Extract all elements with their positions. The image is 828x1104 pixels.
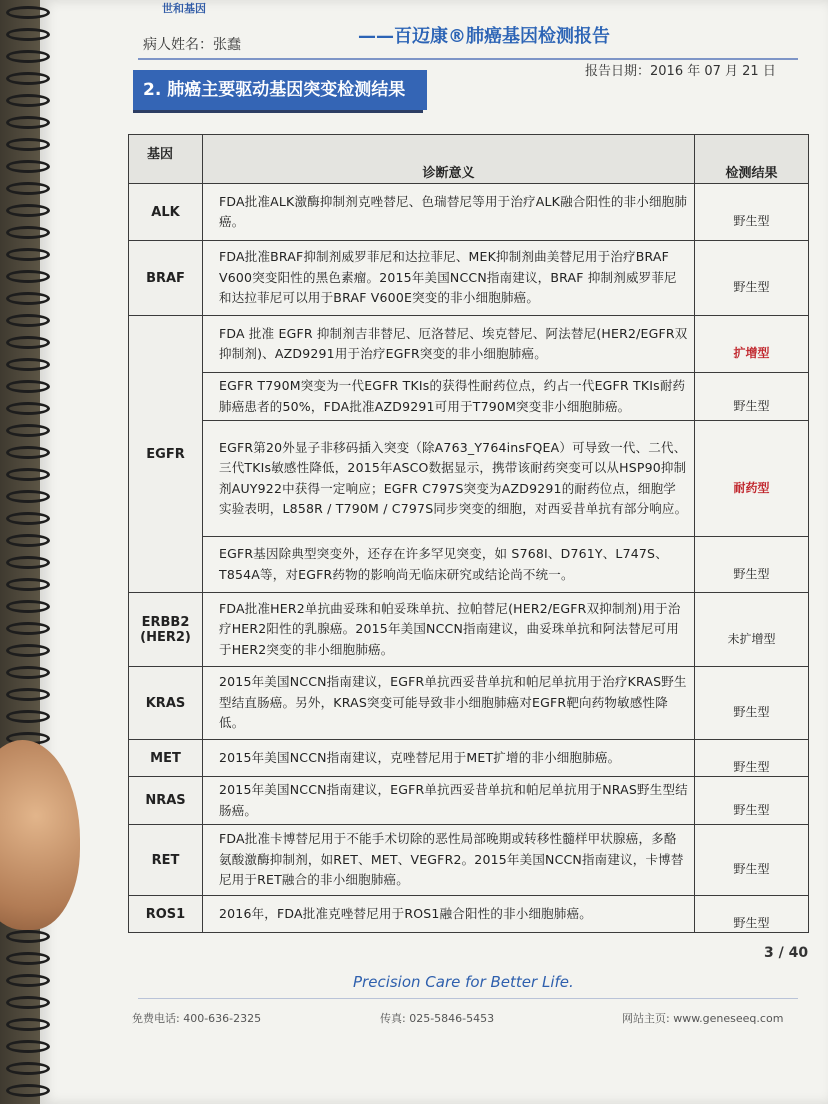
report-date: 报告日期：2016 年 07 月 21 日: [585, 64, 776, 79]
table-row: [129, 316, 809, 373]
binding-coil: [6, 644, 50, 657]
significance-cell: EGFR第20外显子非移码插入突变（除A763_Y764insFQEA）可导致一代、二代、三代TKIs敏感性降低，2015年ASCO数据显示，携带该耐药突变可以从HSP90抑制剂AUY922中获得一定响应；EGFR C797S突变为AZD9291的耐药位点，细胞学实验表明，L858R / T790M / C797S同步突变的细胞，对西妥昔单抗有部分响应。: [203, 421, 695, 537]
binding-coil: [6, 600, 50, 613]
gene-cell: KRAS: [129, 667, 203, 740]
significance-cell: EGFR基因除典型突变外，还存在许多罕见突变，如 S768I、D761Y、L747S、T854A等，对EGFR药物的影响尚无临床研究或结论尚不统一。: [203, 537, 695, 593]
header-significance: 诊断意义: [203, 135, 695, 184]
binding-coil: [6, 446, 50, 459]
significance-cell: FDA 批准 EGFR 抑制剂吉非替尼、厄洛替尼、埃克替尼、阿法替尼(HER2/EGFR双抑制剂)、AZD9291用于治疗EGFR突变的非小细胞肺癌。: [203, 316, 695, 373]
gene-cell: BRAF: [129, 241, 203, 316]
binding-coil: [6, 138, 50, 151]
header-result: 检测结果: [695, 135, 809, 184]
binding-coil: [6, 380, 50, 393]
result-cell: 野生型: [695, 896, 809, 933]
binding-coil: [6, 116, 50, 129]
gene-cell: RET: [129, 825, 203, 896]
binding-coil: [6, 358, 50, 371]
footer-fax: 传真: 025-5846-5453: [380, 1012, 495, 1025]
result-cell: 野生型: [695, 241, 809, 316]
binding-coil: [6, 1084, 50, 1097]
binding-coil: [6, 226, 50, 239]
table-row: [129, 241, 809, 316]
result-cell: 野生型: [695, 740, 809, 777]
binding-coil: [6, 710, 50, 723]
binding-coil: [6, 512, 50, 525]
binding-coil: [6, 622, 50, 635]
significance-cell: 2015年美国NCCN指南建议，克唑替尼用于MET扩增的非小细胞肺癌。: [203, 740, 695, 777]
binding-coil: [6, 952, 50, 965]
result-cell: 野生型: [695, 825, 809, 896]
binding-coil: [6, 204, 50, 217]
header-gene: 基因: [129, 135, 203, 184]
binding-coil: [6, 292, 50, 305]
result-cell: 野生型: [695, 373, 809, 421]
binding-coil: [6, 28, 50, 41]
binding-coil: [6, 1062, 50, 1075]
binding-coil: [6, 424, 50, 437]
binding-coil: [6, 336, 50, 349]
binding-coil: [6, 578, 50, 591]
section-title: 2. 肺癌主要驱动基因突变检测结果: [133, 70, 427, 110]
significance-cell: FDA批准BRAF抑制剂威罗菲尼和达拉菲尼、MEK抑制剂曲美替尼用于治疗BRAF V600突变阳性的黑色素瘤。2015年美国NCCN指南建议，BRAF 抑制剂威罗菲尼和达拉菲尼可以用于BRAF V600E突变的非小细胞肺癌。: [203, 241, 695, 316]
result-cell: 扩增型: [695, 316, 809, 373]
binding-coil: [6, 666, 50, 679]
table-row: [129, 777, 809, 825]
binding-coil: [6, 182, 50, 195]
gene-cell: MET: [129, 740, 203, 777]
footer-divider: [138, 998, 798, 999]
gene-cell: ERBB2 (HER2): [129, 593, 203, 667]
binding-coil: [6, 72, 50, 85]
binding-coil: [6, 270, 50, 283]
significance-cell: 2015年美国NCCN指南建议，EGFR单抗西妥昔单抗和帕尼单抗用于NRAS野生型结肠癌。: [203, 777, 695, 825]
significance-cell: FDA批准卡博替尼用于不能手术切除的恶性局部晚期或转移性髓样甲状腺癌，多酪氨酸激酶抑制剂，如RET、MET、VEGFR2。2015年美国NCCN指南建议，卡博替尼用于RET融合的非小细胞肺癌。: [203, 825, 695, 896]
result-cell: 野生型: [695, 537, 809, 593]
section-underline: [133, 110, 423, 113]
mutation-results-table: [128, 134, 809, 933]
table-row: [129, 184, 809, 241]
gene-cell: ALK: [129, 184, 203, 241]
binding-coil: [6, 94, 50, 107]
binding-coil: [6, 314, 50, 327]
binding-coil: [6, 930, 50, 943]
table-row: [129, 537, 809, 593]
result-cell: 耐药型: [695, 421, 809, 537]
footer-phone: 免费电话: 400-636-2325: [132, 1012, 262, 1025]
slogan: Precision Care for Better Life.: [353, 973, 574, 991]
significance-cell: FDA批准ALK激酶抑制剂克唑替尼、色瑞替尼等用于治疗ALK融合阳性的非小细胞肺癌。: [203, 184, 695, 241]
report-page: [40, 0, 828, 1104]
significance-cell: 2016年，FDA批准克唑替尼用于ROS1融合阳性的非小细胞肺癌。: [203, 896, 695, 933]
table-row: [129, 740, 809, 777]
result-cell: 野生型: [695, 777, 809, 825]
result-cell: 野生型: [695, 667, 809, 740]
significance-cell: EGFR T790M突变为一代EGFR TKIs的获得性耐药位点，约占一代EGFR TKIs耐药肺癌患者的50%，FDA批准AZD9291可用于T790M突变非小细胞肺癌。: [203, 373, 695, 421]
binding-coil: [6, 688, 50, 701]
company-logo: 世和基因: [162, 2, 206, 15]
binding-coil: [6, 402, 50, 415]
significance-cell: FDA批准HER2单抗曲妥珠和帕妥珠单抗、拉帕替尼(HER2/EGFR双抑制剂)用于治疗HER2阳性的乳腺癌。2015年美国NCCN指南建议，曲妥珠单抗和阿法替尼可用于HER2突变的非小细胞肺癌。: [203, 593, 695, 667]
significance-cell: 2015年美国NCCN指南建议，EGFR单抗西妥昔单抗和帕尼单抗用于治疗KRAS野生型结直肠癌。另外，KRAS突变可能导致非小细胞肺癌对EGFR靶向药物敏感性降低。: [203, 667, 695, 740]
binding-coil: [6, 996, 50, 1009]
binding-coil: [6, 468, 50, 481]
table-header-row: [129, 135, 809, 184]
result-cell: 野生型: [695, 184, 809, 241]
table-body: [129, 184, 809, 933]
binding-coil: [6, 50, 50, 63]
binding-coil: [6, 556, 50, 569]
result-cell: 未扩增型: [695, 593, 809, 667]
spiral-binding: [0, 0, 56, 1104]
binding-coil: [6, 6, 50, 19]
patient-name: 病人姓名：张蠢: [143, 37, 241, 53]
binding-coil: [6, 1018, 50, 1031]
gene-cell: NRAS: [129, 777, 203, 825]
report-title: ——百迈康®肺癌基因检测报告: [358, 26, 610, 47]
table-row: [129, 593, 809, 667]
table-row: [129, 373, 809, 421]
table-row: [129, 896, 809, 933]
gene-cell: ROS1: [129, 896, 203, 933]
table-row: [129, 421, 809, 537]
binding-coil: [6, 1040, 50, 1053]
table-row: [129, 667, 809, 740]
footer-website: 网站主页: www.geneseeq.com: [622, 1012, 784, 1025]
gene-cell: EGFR: [129, 316, 203, 593]
binding-coil: [6, 534, 50, 547]
binding-coil: [6, 974, 50, 987]
binding-coil: [6, 160, 50, 173]
table-row: [129, 825, 809, 896]
binding-coil: [6, 490, 50, 503]
binding-coil: [6, 248, 50, 261]
page-number: 3 / 40: [764, 945, 809, 961]
